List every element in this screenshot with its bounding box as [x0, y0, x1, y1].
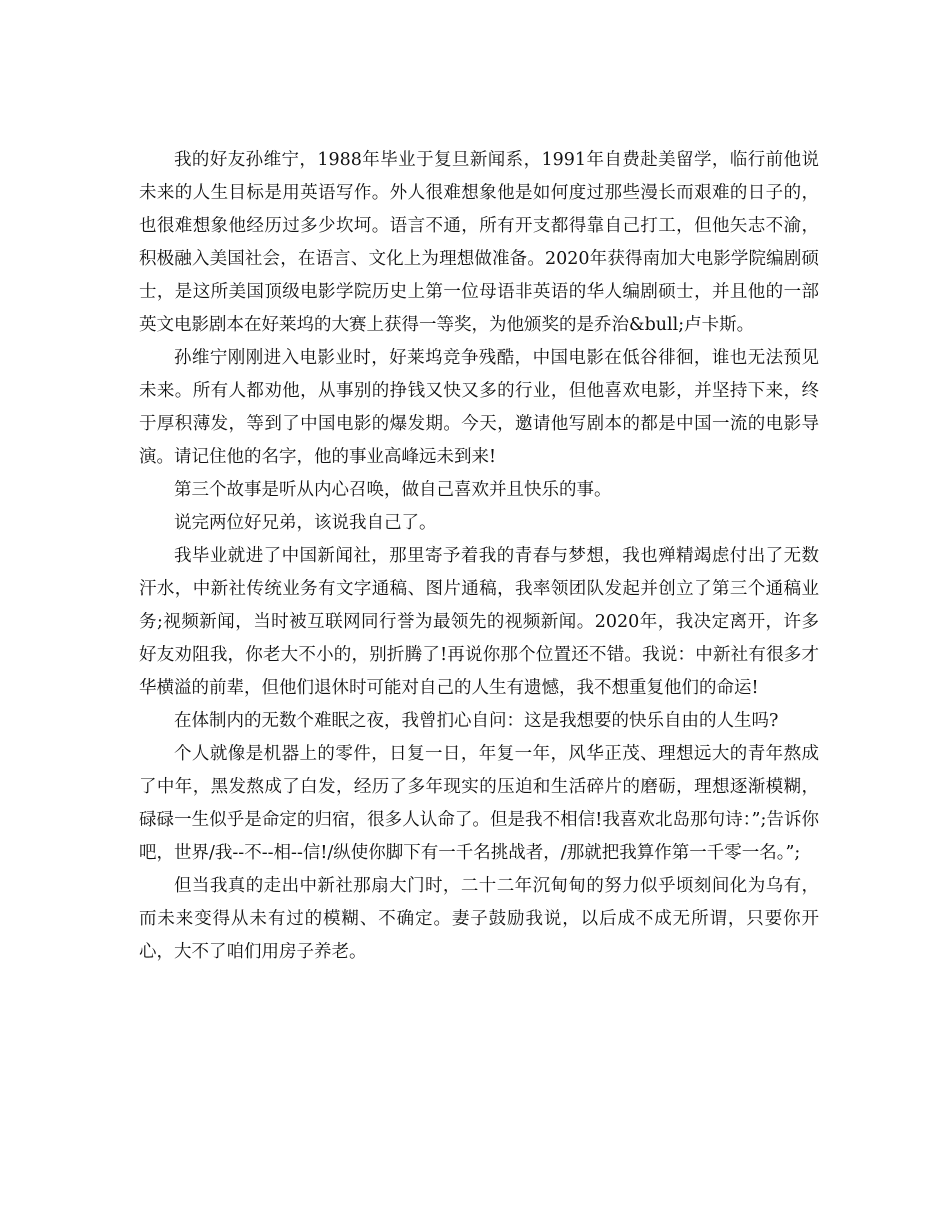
paragraph-3: 第三个故事是听从内心召唤，做自己喜欢并且快乐的事。 — [174, 480, 612, 500]
paragraph-6: 在体制内的无数个难眠之夜，我曾扪心自问：这是我想要的快乐自由的人生吗? — [174, 711, 779, 731]
paragraph-4: 说完两位好兄弟，该说我自己了。 — [174, 513, 437, 533]
paragraph-5: 我毕业就进了中国新闻社，那里寄予着我的青春与梦想，我也殚精竭虑付出了无数汗水，中新社传统业务有文字通稿、图片通稿，我率领团队发起并创立了第三个通稿业务;视频新闻，当时被互联网同行誉为最领先的视频新闻。2020年，我决定离开，许多好友劝阻我，你老大不小的，别折腾了!再说你那个位置还不错。我说：中新社有很多才华横溢的前辈，但他们退休时可能对自己的人生有遗憾，我不想重复他们的命运! — [139, 546, 819, 698]
paragraph-2: 孙维宁刚刚进入电影业时，好莱坞竞争残酷，中国电影在低谷徘徊，谁也无法预见未来。所有人都劝他，从事别的挣钱又快又多的行业，但他喜欢电影，并坚持下来，终于厚积薄发，等到了中国电影的爆发期。今天，邀请他写剧本的都是中国一流的电影导演。请记住他的名字，他的事业高峰远未到来! — [139, 348, 819, 467]
paragraph-7: 个人就像是机器上的零件，日复一日，年复一年，风华正茂、理想远大的青年熬成了中年，黑发熬成了白发，经历了多年现实的压迫和生活碎片的磨砺，理想逐渐模糊，碌碌一生似乎是命定的归宿，很多人认命了。但是我不相信!我喜欢北岛那句诗：”;告诉你吧，世界/我--不--相--信!/纵使你脚下有一千名挑战者，/那就把我算作第一千零一名。”; — [139, 744, 819, 863]
article-body — [139, 144, 819, 969]
paragraph-1: 我的好友孙维宁，1988年毕业于复旦新闻系，1991年自费赴美留学，临行前他说未来的人生目标是用英语写作。外人很难想象他是如何度过那些漫长而艰难的日子的，也很难想象他经历过多少坎坷。语言不通，所有开支都得靠自己打工，但他矢志不渝，积极融入美国社会，在语言、文化上为理想做准备。2020年获得南加大电影学院编剧硕士，是这所美国顶级电影学院历史上第一位母语非英语的华人编剧硕士，并且他的一部英文电影剧本在好莱坞的大赛上获得一等奖，为他颁奖的是乔治&bull;卢卡斯。 — [139, 150, 819, 335]
paragraph-8: 但当我真的走出中新社那扇大门时，二十二年沉甸甸的努力似乎顷刻间化为乌有，而未来变得从未有过的模糊、不确定。妻子鼓励我说，以后成不成无所谓，只要你开心，大不了咱们用房子养老。 — [139, 876, 819, 962]
